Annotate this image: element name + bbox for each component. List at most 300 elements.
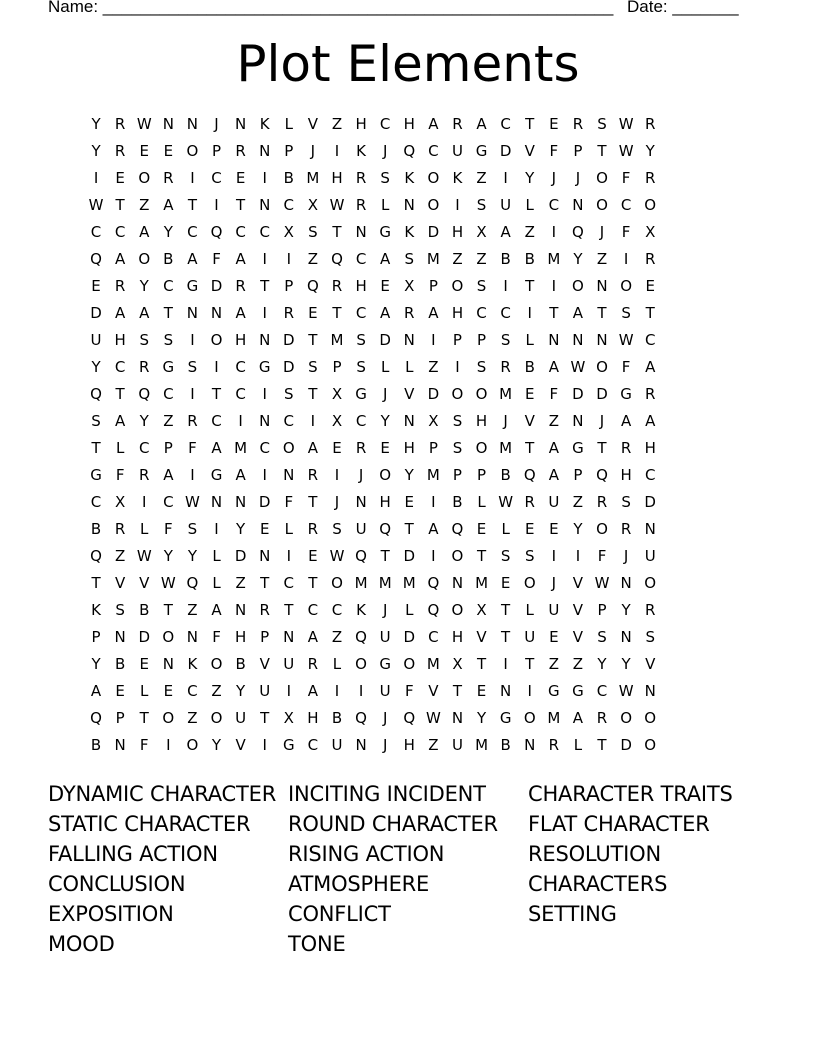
grid-letter: S: [500, 331, 511, 349]
grid-letter: H: [451, 304, 464, 322]
grid-letter: F: [621, 358, 631, 376]
grid-letter: C: [355, 412, 367, 430]
grid-letter: O: [620, 277, 633, 295]
grid-row: [84, 435, 662, 462]
grid-letter: C: [114, 358, 126, 376]
grid-letter: C: [163, 277, 174, 295]
grid-letter: V: [259, 655, 270, 673]
grid-letter: U: [524, 628, 536, 646]
grid-letter: V: [404, 385, 415, 403]
grid-letter: H: [307, 709, 319, 727]
grid-letter: F: [284, 493, 294, 511]
grid-letter: O: [138, 250, 151, 268]
grid-letter: V: [572, 628, 584, 646]
grid-letter: P: [284, 142, 294, 160]
grid-letter: T: [308, 331, 318, 349]
grid-letter: A: [380, 304, 391, 322]
grid-letter: O: [451, 277, 464, 295]
grid-row: [84, 678, 662, 705]
grid-letter: R: [620, 520, 632, 538]
grid-letter: S: [452, 412, 463, 430]
grid-letter: S: [139, 331, 149, 349]
grid-letter: K: [452, 169, 463, 187]
grid-letter: I: [286, 250, 292, 268]
grid-letter: U: [451, 736, 463, 754]
grid-letter: M: [475, 574, 489, 592]
grid-letter: O: [162, 628, 175, 646]
grid-letter: D: [379, 331, 391, 349]
grid-letter: P: [115, 709, 125, 727]
grid-letter: Q: [306, 277, 319, 295]
grid-letter: C: [307, 601, 319, 619]
grid-letter: R: [139, 466, 150, 484]
grid-letter: U: [500, 196, 512, 214]
grid-letter: R: [331, 277, 343, 295]
grid-letter: A: [380, 250, 391, 268]
grid-letter: P: [211, 142, 222, 160]
grid-letter: H: [451, 628, 464, 646]
grid-letter: D: [644, 493, 656, 511]
grid-letter: J: [334, 493, 340, 511]
grid-letter: J: [503, 412, 508, 430]
grid-letter: D: [499, 142, 512, 160]
grid-letter: T: [332, 223, 342, 241]
grid-letter: I: [551, 277, 557, 295]
grid-letter: H: [475, 412, 488, 430]
grid-letter: V: [307, 115, 319, 133]
grid-letter: I: [214, 358, 219, 376]
grid-letter: C: [163, 385, 174, 403]
grid-letter: R: [307, 466, 319, 484]
grid-letter: Y: [163, 547, 173, 565]
grid-letter: Z: [428, 736, 439, 754]
grid-letter: I: [286, 547, 292, 565]
grid-letter: Y: [236, 682, 246, 700]
grid-letter: J: [623, 547, 629, 565]
grid-letter: C: [283, 412, 295, 430]
grid-letter: F: [139, 736, 149, 754]
grid-letter: S: [404, 250, 415, 268]
grid-letter: F: [212, 628, 221, 646]
grid-letter: S: [621, 304, 631, 322]
grid-letter: C: [138, 439, 150, 457]
grid-letter: H: [451, 223, 464, 241]
grid-letter: I: [431, 331, 436, 349]
grid-letter: Z: [211, 682, 222, 700]
grid-letter: E: [380, 439, 390, 457]
grid-letter: I: [527, 304, 532, 322]
grid-letter: A: [139, 304, 150, 322]
grid-letter: U: [451, 142, 463, 160]
word-list-item: ATMOSPHERE: [288, 872, 430, 896]
grid-letter: N: [596, 277, 608, 295]
grid-letter: W: [618, 682, 634, 700]
grid-letter: D: [427, 385, 440, 403]
grid-letter: T: [308, 574, 318, 592]
page-title: Plot Elements: [236, 35, 580, 93]
grid-letter: F: [164, 520, 173, 538]
grid-letter: T: [163, 601, 173, 619]
grid-letter: C: [548, 196, 560, 214]
grid-letter: J: [214, 115, 219, 133]
grid-letter: E: [91, 277, 101, 295]
grid-letter: M: [426, 655, 440, 673]
grid-letter: I: [262, 736, 267, 754]
grid-letter: J: [310, 142, 316, 160]
grid-letter: S: [597, 115, 607, 133]
grid-letter: A: [500, 223, 511, 241]
grid-letter: R: [572, 115, 584, 133]
grid-letter: I: [431, 547, 436, 565]
grid-letter: I: [551, 223, 557, 241]
grid-letter: I: [334, 466, 340, 484]
grid-letter: D: [427, 223, 440, 241]
word-list-item: EXPOSITION: [48, 902, 174, 926]
grid-letter: S: [284, 385, 294, 403]
grid-letter: E: [524, 520, 535, 538]
grid-letter: R: [355, 196, 367, 214]
grid-letter: G: [475, 142, 488, 160]
grid-letter: T: [211, 385, 222, 403]
grid-letter: U: [548, 601, 560, 619]
grid-letter: O: [451, 385, 464, 403]
grid-letter: M: [234, 439, 248, 457]
grid-letter: X: [452, 655, 463, 673]
grid-letter: P: [452, 331, 462, 349]
grid-letter: T: [163, 304, 173, 322]
grid-letter: I: [262, 304, 267, 322]
grid-letter: N: [572, 196, 584, 214]
grid-letter: N: [162, 655, 174, 673]
grid-row: [84, 624, 662, 651]
grid-letter: T: [91, 439, 101, 457]
grid-letter: O: [210, 655, 223, 673]
grid-letter: T: [525, 439, 535, 457]
grid-letter: I: [190, 169, 195, 187]
grid-letter: L: [405, 358, 414, 376]
grid-letter: S: [115, 601, 125, 619]
grid-letter: D: [283, 331, 295, 349]
grid-letter: D: [403, 547, 416, 565]
grid-letter: Z: [307, 250, 319, 268]
grid-letter: A: [548, 439, 559, 457]
grid-letter: C: [355, 250, 367, 268]
grid-letter: B: [163, 250, 174, 268]
grid-letter: N: [644, 682, 656, 700]
grid-letter: W: [498, 493, 514, 511]
grid-letter: S: [645, 628, 655, 646]
grid-letter: A: [548, 466, 559, 484]
grid-letter: H: [234, 331, 247, 349]
grid-letter: S: [500, 547, 511, 565]
grid-letter: R: [235, 142, 246, 160]
grid-letter: D: [403, 628, 416, 646]
grid-letter: Z: [548, 655, 559, 673]
grid-letter: W: [185, 493, 200, 511]
grid-letter: W: [160, 574, 176, 592]
grid-letter: U: [283, 655, 295, 673]
grid-letter: V: [428, 682, 439, 700]
grid-letter: M: [426, 466, 440, 484]
grid-letter: K: [404, 223, 415, 241]
grid-letter: X: [645, 223, 656, 241]
grid-letter: S: [308, 223, 318, 241]
word-list-item: CHARACTERS: [528, 872, 668, 896]
grid-letter: A: [115, 412, 126, 430]
grid-letter: E: [139, 142, 149, 160]
grid-letter: X: [476, 223, 487, 241]
grid-letter: A: [307, 682, 319, 700]
grid-letter: B: [139, 601, 150, 619]
grid-letter: R: [644, 250, 656, 268]
grid-letter: S: [332, 520, 342, 538]
grid-letter: T: [597, 439, 607, 457]
grid-letter: H: [114, 331, 126, 349]
word-list-item: FLAT CHARACTER: [528, 812, 710, 836]
grid-letter: N: [186, 628, 199, 646]
grid-letter: T: [525, 655, 535, 673]
grid-letter: O: [186, 736, 199, 754]
grid-letter: R: [235, 277, 246, 295]
grid-letter: E: [332, 439, 342, 457]
grid-letter: O: [138, 169, 151, 187]
grid-letter: T: [139, 709, 149, 727]
grid-letter: D: [596, 385, 608, 403]
grid-letter: S: [476, 196, 487, 214]
grid-letter: E: [549, 628, 559, 646]
grid-letter: D: [283, 358, 295, 376]
grid-letter: Z: [548, 412, 559, 430]
grid-letter: B: [90, 736, 102, 754]
grid-letter: W: [329, 196, 345, 214]
grid-letter: B: [500, 250, 511, 268]
grid-letter: Q: [355, 709, 367, 727]
grid-letter: B: [524, 250, 535, 268]
grid-letter: T: [115, 385, 125, 403]
grid-letter: Q: [427, 601, 440, 619]
grid-letter: R: [259, 601, 270, 619]
grid-letter: R: [596, 493, 608, 511]
grid-letter: A: [235, 466, 246, 484]
grid-row: [84, 327, 662, 354]
grid-letter: X: [404, 277, 415, 295]
grid-letter: V: [139, 574, 150, 592]
grid-letter: S: [524, 547, 535, 565]
grid-letter: Y: [476, 709, 487, 727]
grid-letter: N: [259, 196, 271, 214]
grid-letter: N: [114, 628, 126, 646]
grid-letter: G: [572, 439, 584, 457]
grid-row: [84, 354, 662, 381]
grid-row: [84, 381, 662, 408]
grid-letter: H: [403, 439, 415, 457]
grid-letter: G: [258, 358, 271, 376]
grid-letter: O: [596, 520, 608, 538]
grid-letter: W: [329, 547, 345, 565]
grid-letter: W: [88, 196, 104, 214]
grid-letter: Q: [331, 250, 343, 268]
grid-letter: C: [355, 304, 367, 322]
grid-letter: O: [282, 439, 295, 457]
grid-letter: O: [355, 655, 367, 673]
grid-letter: A: [139, 223, 150, 241]
grid-letter: F: [212, 250, 221, 268]
grid-letter: H: [355, 115, 367, 133]
grid-letter: G: [90, 466, 102, 484]
grid-letter: G: [548, 682, 560, 700]
grid-letter: N: [114, 736, 126, 754]
grid-letter: Z: [572, 655, 584, 673]
grid-letter: T: [525, 115, 535, 133]
grid-letter: X: [283, 709, 294, 727]
grid-letter: T: [260, 709, 270, 727]
grid-letter: T: [91, 574, 101, 592]
grid-letter: N: [620, 574, 632, 592]
grid-letter: N: [451, 574, 464, 592]
grid-letter: I: [575, 547, 581, 565]
grid-letter: Y: [645, 142, 655, 160]
grid-letter: I: [262, 466, 267, 484]
grid-letter: R: [114, 115, 126, 133]
grid-letter: G: [572, 682, 584, 700]
grid-row: [84, 219, 662, 246]
grid-letter: A: [115, 304, 126, 322]
grid-letter: D: [138, 628, 151, 646]
grid-letter: S: [356, 331, 366, 349]
grid-letter: C: [283, 574, 295, 592]
grid-letter: E: [549, 520, 559, 538]
grid-letter: X: [307, 196, 319, 214]
grid-letter: L: [284, 520, 293, 538]
grid-letter: R: [644, 169, 656, 187]
word-list-item: TONE: [288, 932, 346, 956]
grid-letter: L: [477, 493, 486, 511]
grid-letter: Q: [596, 466, 608, 484]
grid-letter: U: [644, 547, 656, 565]
grid-letter: Z: [139, 196, 150, 214]
grid-letter: N: [451, 709, 464, 727]
grid-letter: A: [428, 304, 439, 322]
grid-letter: W: [618, 142, 634, 160]
grid-letter: C: [259, 223, 270, 241]
grid-letter: A: [307, 439, 319, 457]
grid-letter: C: [379, 115, 391, 133]
grid-letter: M: [547, 250, 561, 268]
grid-letter: P: [477, 466, 487, 484]
grid-letter: U: [90, 331, 102, 349]
grid-letter: J: [382, 709, 388, 727]
grid-letter: F: [549, 142, 559, 160]
grid-letter: P: [428, 277, 438, 295]
word-list-item: RISING ACTION: [288, 842, 445, 866]
grid-letter: R: [524, 493, 535, 511]
grid-letter: C: [307, 736, 319, 754]
name-field-line: Name: ______________________________________________________: [48, 0, 614, 16]
grid-letter: K: [91, 601, 101, 619]
grid-letter: O: [403, 655, 416, 673]
grid-letter: O: [572, 277, 584, 295]
grid-letter: I: [334, 142, 340, 160]
grid-letter: I: [358, 682, 364, 700]
grid-letter: S: [163, 331, 174, 349]
grid-row: [84, 273, 662, 300]
grid-letter: M: [402, 574, 416, 592]
grid-letter: L: [380, 196, 390, 214]
grid-letter: I: [262, 385, 267, 403]
grid-letter: G: [210, 466, 223, 484]
grid-letter: Y: [211, 736, 222, 754]
grid-letter: C: [644, 466, 656, 484]
grid-letter: Z: [572, 493, 584, 511]
grid-letter: D: [258, 493, 271, 511]
grid-letter: P: [477, 331, 487, 349]
grid-letter: A: [307, 628, 319, 646]
grid-letter: B: [331, 709, 343, 727]
grid-letter: Y: [525, 169, 535, 187]
word-list-item: STATIC CHARACTER: [48, 812, 251, 836]
grid-letter: W: [618, 115, 634, 133]
grid-letter: T: [549, 304, 559, 322]
grid-letter: U: [235, 709, 247, 727]
grid-letter: R: [139, 358, 150, 376]
grid-letter: M: [306, 169, 320, 187]
grid-letter: I: [238, 412, 243, 430]
grid-letter: P: [452, 466, 462, 484]
grid-letter: A: [476, 115, 487, 133]
grid-letter: M: [378, 574, 392, 592]
grid-letter: L: [525, 601, 534, 619]
grid-letter: X: [115, 493, 126, 511]
grid-letter: U: [259, 682, 271, 700]
grid-letter: Y: [91, 358, 101, 376]
grid-letter: L: [332, 655, 342, 673]
grid-letter: Y: [91, 142, 101, 160]
grid-letter: T: [187, 196, 197, 214]
grid-letter: Z: [331, 115, 343, 133]
grid-letter: Q: [355, 628, 367, 646]
grid-letter: S: [452, 439, 463, 457]
grid-letter: O: [451, 547, 464, 565]
grid-letter: L: [140, 682, 149, 700]
grid-letter: L: [140, 520, 149, 538]
grid-letter: M: [547, 709, 561, 727]
grid-letter: T: [525, 277, 535, 295]
grid-letter: N: [259, 331, 271, 349]
grid-letter: R: [644, 115, 656, 133]
grid-letter: G: [379, 655, 391, 673]
grid-letter: X: [283, 223, 294, 241]
grid-letter: X: [331, 412, 343, 430]
grid-row: [84, 138, 662, 165]
grid-letter: D: [572, 385, 584, 403]
grid-letter: L: [501, 520, 510, 538]
grid-letter: C: [114, 223, 126, 241]
grid-letter: I: [431, 493, 436, 511]
grid-letter: T: [115, 196, 125, 214]
grid-letter: Y: [139, 412, 149, 430]
grid-letter: S: [356, 358, 366, 376]
grid-letter: L: [573, 736, 583, 754]
grid-letter: N: [572, 412, 584, 430]
grid-letter: F: [549, 385, 559, 403]
grid-letter: W: [618, 331, 634, 349]
grid-letter: L: [115, 439, 125, 457]
grid-letter: B: [452, 493, 463, 511]
word-list-item: INCITING INCIDENT: [288, 782, 486, 806]
grid-letter: H: [403, 115, 415, 133]
grid-letter: I: [455, 358, 460, 376]
grid-letter: C: [235, 385, 246, 403]
